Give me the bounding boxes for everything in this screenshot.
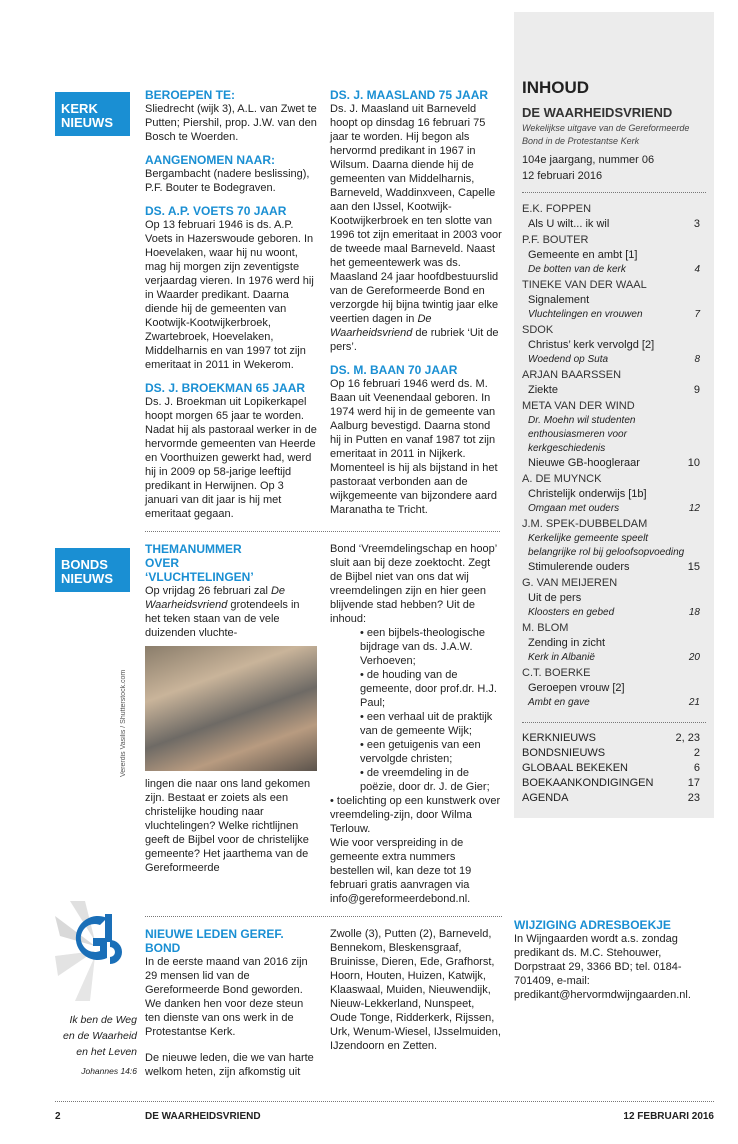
paragraph: Op 13 februari 1946 is ds. A.P. Voets in Hazerswoude geboren. In Hoevelaken, waar hij nu woont, mag hij morgen zijn zeventigste verjaardag vieren. In 1976 werd hij in Waarder predikant. Daarna diende hij de gemeenten van Kootwijk-Kootwijkerbroek, Zwartebroek, Hoevelaken, Middelharnis en van 1997 tot zijn emeritaat in 2011 in Wekerom. [145, 219, 314, 371]
toc-page: 12 [688, 503, 700, 514]
toc-item[interactable] [522, 383, 706, 398]
toc-page: 20 [688, 652, 700, 663]
quote-line: Ik ben de Weg [69, 1014, 137, 1026]
inhoud-sidebar [514, 12, 714, 818]
thema-cont: lingen die naar ons land gekomen zijn. Bestaat er zoiets als een christelijke houding naar vluchtelingen? Welke richtlijnen geeft de Bijbel voor de christelijke gemeente? Het jaarthema van de Gereformeerde [145, 778, 311, 874]
toc-page: 8 [694, 354, 700, 365]
toc-author: META VAN DER WIND [522, 400, 635, 412]
paragraph: Wie voor verspreiding in de gemeente extra nummers bestellen wil, kan deze tot 19 februari gratis aanvragen via info@gereformeerdebond.nl. [330, 837, 472, 905]
refugees-photo [145, 646, 317, 771]
toc-title: Signalement [528, 294, 590, 306]
section-item[interactable] [522, 746, 706, 761]
section-item[interactable] [522, 776, 706, 791]
toc-title: Vluchtelingen en vrouwen [528, 309, 643, 320]
kerknieuws-label: KERK NIEUWS [55, 92, 130, 136]
toc-item[interactable] [522, 696, 706, 710]
toc-page [700, 338, 706, 353]
section-page: 2, 23 [675, 732, 700, 744]
toc-title: Ziekte [528, 384, 558, 396]
bullet: • de houding van de gemeente, door prof.dr. H.J. Paul; [360, 669, 497, 709]
magazine-name: DE WAARHEIDSVRIEND [522, 105, 673, 120]
thema-col2 [330, 542, 502, 906]
toc-title: De botten van de kerk [528, 264, 626, 275]
toc-item[interactable] [522, 353, 706, 367]
toc-author: TINEKE VAN DER WAAL [522, 279, 647, 291]
toc-author: P.F. BOUTER [522, 234, 589, 246]
toc-item[interactable] [522, 502, 706, 516]
heading: NIEUWE LEDEN GEREF. BOND [145, 927, 284, 955]
issue-number: 104e jaargang, nummer 06 [522, 154, 655, 166]
quote-line: en het Leven [76, 1046, 137, 1058]
toc-page: 21 [688, 697, 700, 708]
toc-page [700, 487, 706, 502]
section-item[interactable] [522, 791, 706, 806]
toc-page: 3 [693, 218, 700, 230]
text: Op vrijdag 26 februari zal [145, 585, 271, 597]
section-title: AGENDA [522, 792, 569, 804]
toc-item[interactable] [522, 636, 706, 651]
section-title: BOEKAANKONDIGINGEN [522, 777, 654, 789]
toc-author: J.M. SPEK-DUBBELDAM [522, 518, 648, 530]
bullet: • een verhaal uit de praktijk van de gemeente Wijk; [360, 711, 493, 737]
leden-col1 [145, 927, 317, 1079]
toc-title: Als U wilt... ik wil [528, 218, 610, 230]
leden-columns [145, 927, 502, 1079]
bullet-list [330, 626, 502, 794]
page-columns [55, 12, 714, 1079]
divider [145, 916, 502, 917]
bondsnieuws-section [55, 542, 500, 906]
toc-item[interactable] [522, 248, 706, 263]
page-number: 2 [55, 1111, 61, 1122]
paragraph [145, 584, 317, 640]
toc-item[interactable] [522, 263, 706, 277]
toc-item[interactable] [522, 338, 706, 353]
right-area [514, 12, 714, 1002]
thema-col1 [120, 542, 317, 875]
heading: DS. A.P. VOETS 70 JAAR [145, 204, 287, 218]
toc-title: Stimulerende ouders [528, 561, 630, 573]
kerknieuws-col1 [145, 88, 317, 521]
paragraph: Op 16 februari 1946 werd ds. M. Baan uit Veenendaal geboren. In 1974 werd hij in de gemeente van Aalburg bevestigd. Daarna stond hij in Putten en vanaf 1987 tot zijn emeritaat in 2011 in Nijkerk. Momenteel is hij als bijstand in het pastoraat verbonden aan de wijkgemeente van bijzondere aard Maranatha te Tricht. [330, 378, 498, 516]
toc-page [700, 636, 706, 651]
toc-item[interactable] [522, 591, 706, 606]
toc-title: Dr. Moehn wil studenten enthousiasmeren voor kerkgeschiedenis [528, 415, 636, 454]
section-item[interactable] [522, 761, 706, 776]
text: Ds. J. Maasland uit Barneveld hoopt op dinsdag 16 februari 75 jaar te worden. Hij begon als hervormd predikant in 1967 in Wilsum. Daarna diende hij de gemeenten van Middelharnis, Barneveld, Waddinxveen, Capelle aan den IJssel, Kootwijk-Kootwijkerbroek en ten slotte van 1996 tot zijn emeritaat in 2003 voor de tweede maal Barneveld. Naast het gemeentewerk was ds. Maasland 24 jaar hoofdbestuurslid van de Gereformeerde Bond en verzorgde hij bijna twintig jaar elke veertien dagen in [330, 103, 502, 325]
subtitle: Wekelijkse uitgave van de Gereformeerde Bond in de Protestantse Kerk [522, 123, 690, 146]
kerknieuws-section [55, 88, 500, 521]
toc-item[interactable] [522, 681, 706, 696]
toc-item[interactable] [522, 456, 706, 471]
leden-body [145, 906, 502, 1079]
toc-page [700, 681, 706, 696]
table-of-contents [522, 192, 706, 710]
footer-magazine: DE WAARHEIDSVRIEND [145, 1111, 261, 1122]
section-title: KERKNIEUWS [522, 732, 596, 744]
divider [145, 531, 500, 532]
text: De Waarheidsvriend [330, 313, 432, 339]
section-page: 6 [693, 762, 700, 774]
footer-date: 12 FEBRUARI 2016 [623, 1111, 714, 1122]
photo-block [120, 646, 317, 777]
toc-author: E.K. FOPPEN [522, 203, 592, 215]
heading: THEMANUMMER OVER ‘VLUCHTELINGEN’ [145, 542, 254, 584]
paragraph: De nieuwe leden, die we van harte welkom heten, zijn afkomstig uit [145, 1052, 314, 1078]
adres-notice [514, 918, 714, 1002]
toc-page [700, 248, 706, 263]
toc-item[interactable] [522, 560, 706, 575]
text: de rubriek ‘Uit de pers’. [330, 327, 499, 353]
toc-author: C.T. BOERKE [522, 667, 591, 679]
quote-line: en de Waarheid [63, 1030, 137, 1042]
toc-page: 18 [688, 607, 700, 618]
toc-title: Kerk in Albanië [528, 652, 595, 663]
inhoud-title: INHOUD [522, 78, 590, 97]
issue-date: 12 februari 2016 [522, 170, 603, 182]
toc-title: Geroepen vrouw [2] [528, 682, 625, 694]
toc-page: 15 [687, 561, 700, 573]
toc-author: M. BLOM [522, 622, 569, 634]
section-page: 23 [687, 792, 700, 804]
toc-title: Nieuwe GB-hoogleraar [528, 457, 640, 469]
toc-item[interactable] [522, 293, 706, 308]
sections-list [522, 722, 706, 806]
toc-page: 4 [694, 264, 700, 275]
toc-title: Ambt en gave [528, 697, 590, 708]
section-title: GLOBAAL BEKEKEN [522, 762, 628, 774]
quote-ref: Johannes 14:6 [81, 1066, 137, 1076]
toc-title: Gemeente en ambt [1] [528, 249, 638, 261]
paragraph: Ds. J. Broekman uit Lopikerkapel hoopt morgen 65 jaar te worden. Nadat hij als pastoraal werker in de hervormde gemeenten van Heerde en Voorthuizen gewerkt had, werd hij in 2009 op 58-jarige leeftijd predikant in Herwijnen. Op 3 januari van dit jaar is hij met emeritaat gegaan. [145, 396, 317, 520]
toc-page: 10 [687, 457, 700, 469]
footer [55, 1101, 714, 1124]
label-column [55, 88, 145, 136]
section-title: BONDSNIEUWS [522, 747, 606, 759]
toc-title: Kerkelijke gemeente speelt belangrijke rol bij geloofsopvoeding [528, 533, 685, 558]
bible-quote [55, 1012, 137, 1079]
heading: DS. M. BAAN 70 JAAR [330, 363, 458, 377]
text: grotendeels in het teken staan van de vele duizenden vluchte- [145, 599, 300, 639]
toc-title: Christelijk onderwijs [1b] [528, 488, 647, 500]
toc-page [700, 293, 706, 308]
toc-title: Woedend op Suta [528, 354, 609, 365]
section-page: 2 [693, 747, 700, 759]
leden-col2: Zwolle (3), Putten (2), Barneveld, Bennekom, Bleskensgraaf, Bruinisse, Dieren, Ede, Grafhorst, Hoorn, Houten, Huizen, Katwijk, Klaaswaal, Muiden, Nieuwendijk, Nieuw-Lekkerland, Nunspeet, Oude Tonge, Ridderkerk, Rijssen, Urk, Wenum-Wiesel, IJsselmuiden, IJzendoorn en Zetten. [330, 928, 501, 1052]
bullet: • toelichting op een kunstwerk over vreemdeling-zijn, door Wilma Terlouw. [330, 795, 501, 835]
bullet: • een getuigenis van een vervolgde christen; [360, 739, 481, 765]
toc-page [700, 532, 706, 560]
toc-title: Zending in zicht [528, 637, 606, 649]
bullet: • een bijbels-theologische bijdrage van ds. J.A.W. Verhoeven; [360, 627, 485, 667]
toc-title: Christus’ kerk vervolgd [2] [528, 339, 655, 351]
heading: DS. J. BROEKMAN 65 JAAR [145, 381, 306, 395]
toc-item[interactable] [522, 532, 706, 560]
toc-item[interactable] [522, 414, 706, 456]
heading: WIJZIGING ADRESBOEKJE [514, 918, 671, 932]
text: De Waarheidsvriend [145, 585, 286, 611]
bullet: • de vreemdeling in de poëzie, door dr. J. de Gier; [360, 767, 490, 793]
toc-title: Omgaan met ouders [528, 503, 620, 514]
toc-page: 9 [693, 384, 700, 396]
toc-title: Uit de pers [528, 592, 582, 604]
toc-author: ARJAN BAARSSEN [522, 369, 622, 381]
main-area [55, 12, 500, 1079]
paragraph: Bergambacht (nadere beslissing), P.F. Bouter te Bodegraven. [145, 168, 310, 194]
toc-author: SDOK [522, 324, 554, 336]
paragraph [330, 102, 502, 354]
kerknieuws-col2 [330, 88, 502, 517]
heading: BEROEPEN TE: [145, 88, 236, 102]
logo-column [55, 906, 145, 1079]
paragraph: In de eerste maand van 2016 zijn 29 mensen lid van de Gereformeerde Bond geworden. We danken hen voor deze steun ten dienste van ons werk in de Protestantse Kerk. [145, 956, 308, 1038]
toc-item[interactable] [522, 308, 706, 322]
label-column [55, 542, 145, 592]
toc-item[interactable] [522, 487, 706, 502]
paragraph: Sliedrecht (wijk 3), A.L. van Zwet te Putten; Piershil, prop. J.W. van den Bosch te Woerden. [145, 103, 317, 143]
toc-author: A. DE MUYNCK [522, 473, 602, 485]
toc-item[interactable] [522, 217, 706, 232]
leden-section [55, 906, 500, 1079]
toc-page [700, 414, 706, 456]
toc-page: 7 [694, 309, 700, 320]
section-page: 17 [687, 777, 700, 789]
section-item[interactable] [522, 731, 706, 746]
heading: DS. J. MAASLAND 75 JAAR [330, 88, 489, 102]
toc-item[interactable] [522, 651, 706, 665]
heading: AANGENOMEN NAAR: [145, 153, 275, 167]
photo-credit: Vererdis Vasilis / Shutterstock.com [120, 669, 127, 777]
paragraph: In Wijngaarden wordt a.s. zondag predikant ds. M.C. Stehouwer, Dorpstraat 29, 3366 BD; tel. 0184-701409, e-mail: predikant@hervormdwijngaarden.nl. [514, 933, 691, 1001]
toc-title: Kloosters en gebed [528, 607, 615, 618]
bondsnieuws-label: BONDS NIEUWS [55, 548, 130, 592]
toc-item[interactable] [522, 606, 706, 620]
toc-author: G. VAN MEIJEREN [522, 577, 618, 589]
gb-logo [55, 896, 135, 1006]
toc-page [700, 591, 706, 606]
paragraph: Bond ‘Vreemdelingschap en hoop’ sluit aan bij deze zoektocht. Zegt de Bijbel niet van ons dat wij vreemdelingen zijn en hier geen blijvende stad hebben? Uit de inhoud: [330, 543, 497, 625]
